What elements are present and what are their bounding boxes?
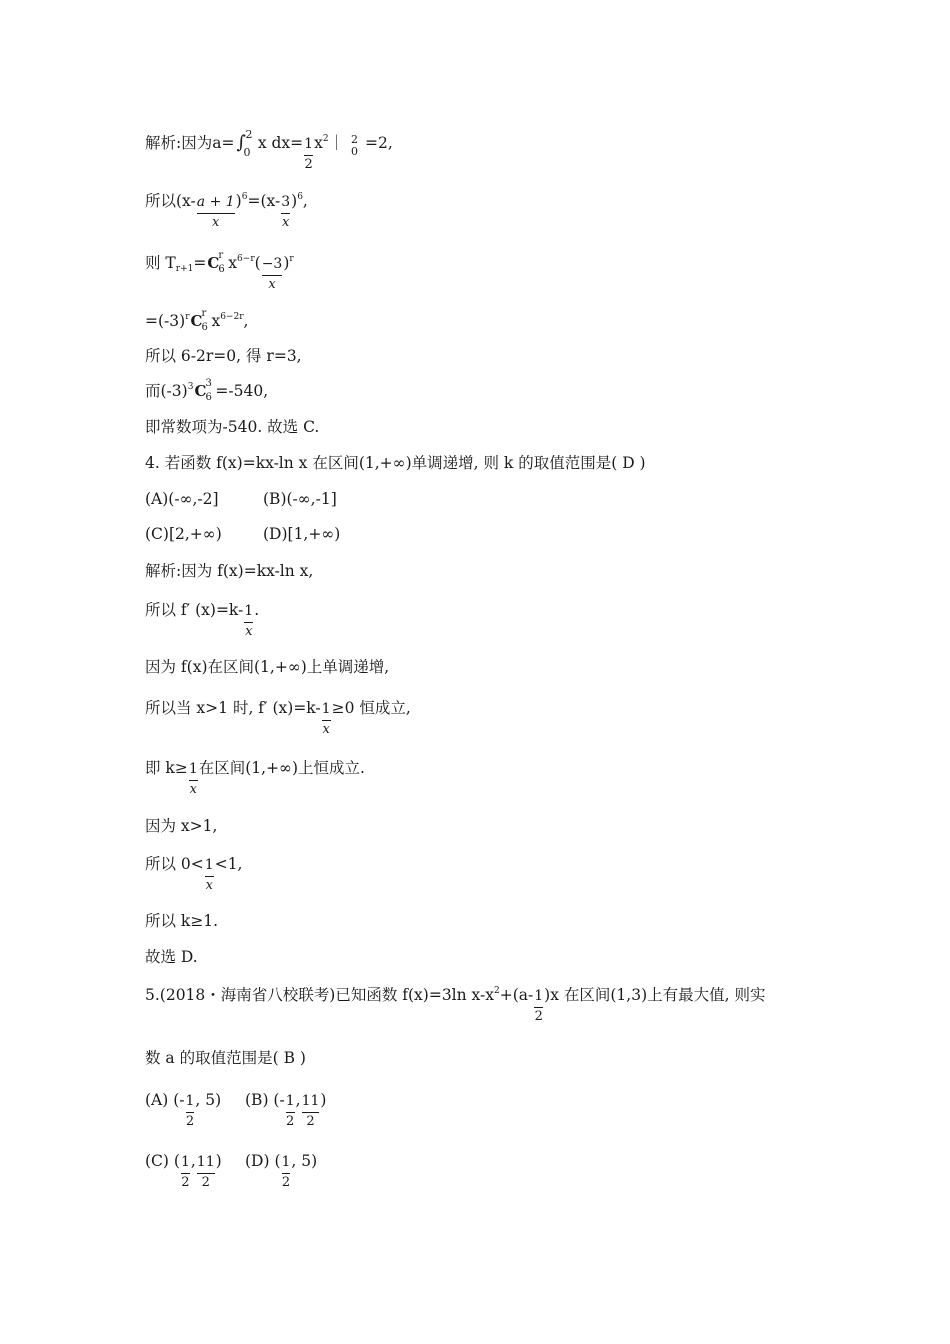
denominator: x (262, 275, 283, 291)
text: , 5) (195, 1091, 222, 1109)
upper-limit: 2 (351, 133, 359, 146)
text: 所以 f′ (x)=k- (145, 601, 244, 619)
numerator: 1 (534, 988, 544, 1004)
fraction (261, 256, 283, 292)
question-4-options-cd (145, 524, 340, 544)
text: (C) ( (145, 1152, 180, 1170)
denominator: 2 (304, 157, 313, 172)
comb-upper: 3 (205, 378, 212, 389)
solution-line: 因为 x>1, (145, 817, 218, 835)
text: 即 k≥ (145, 759, 188, 777)
comb-lower: 6 (218, 264, 225, 275)
solution-line: 因为 f(x)在区间(1,+∞)上单调递增, (145, 658, 390, 676)
exponent: 6−r (237, 254, 255, 264)
combination-symbol: C 3 6 (194, 381, 214, 401)
upper-limit: 2 (245, 128, 253, 141)
text: = (193, 254, 207, 272)
fraction (281, 194, 291, 230)
combination-symbol: C r 6 (191, 311, 211, 331)
comb-upper: r (218, 250, 224, 261)
solution-line (145, 854, 243, 893)
subscript: r+1 (175, 264, 194, 274)
solution-line-integral (145, 128, 393, 172)
denominator: x (281, 215, 290, 230)
numerator: 1 (204, 857, 214, 873)
solution-line: 所以 k≥1. (145, 912, 219, 930)
fraction (534, 988, 544, 1024)
text: , (190, 1152, 196, 1170)
numerator: 1 (188, 761, 198, 777)
exponent: 2 (322, 134, 329, 144)
solution-line (145, 758, 365, 797)
fraction (281, 1154, 291, 1190)
exponent: r (289, 254, 294, 264)
text: (B) (- (245, 1091, 285, 1109)
text: ≥0 恒成立, (331, 699, 411, 717)
question-5-options-cd (145, 1151, 318, 1190)
fraction (196, 1154, 215, 1190)
exponent: 6 (241, 192, 248, 202)
text: x dx= (257, 134, 304, 152)
eval-bar-limits (351, 133, 363, 158)
text: ) (320, 1091, 327, 1109)
text: ) (291, 192, 298, 210)
text: x (228, 254, 238, 272)
text: )x 在区间(1,3)上有最大值, 则实 (544, 986, 766, 1004)
question-4-options-ab (145, 489, 337, 509)
numerator: a + 1 (196, 194, 235, 210)
text: =(x- (247, 192, 281, 210)
text: 所以 0< (145, 855, 204, 873)
question-5-options-ab (145, 1090, 327, 1129)
text: . (254, 601, 260, 619)
denominator: 2 (281, 1175, 291, 1190)
text: x (211, 312, 221, 330)
text: 5.(2018・海南省八校联考)已知函数 f(x)=3ln x-x (145, 986, 494, 1004)
solution-line: 所以 6-2r=0, 得 r=3, (145, 347, 302, 365)
numerator: 1 (281, 1154, 291, 1170)
numerator: 1 (180, 1154, 190, 1170)
solution-line (145, 600, 260, 639)
denominator: x (189, 782, 197, 797)
text: 解析:因为a= (145, 134, 235, 152)
text: ) (235, 192, 242, 210)
solution-line (145, 378, 269, 403)
exponent: 6−2r (220, 312, 244, 322)
question-4: 4. 若函数 f(x)=kx-ln x 在区间(1,+∞)单调递增, 则 k 的取值范围是( D ) (145, 454, 646, 472)
combination-symbol: C r 6 (207, 253, 227, 273)
text: =-540, (215, 382, 269, 400)
denominator: 2 (286, 1114, 295, 1129)
integral-sign: ∫ 2 0 (236, 133, 255, 153)
denominator: 2 (302, 1112, 320, 1128)
text: ( (254, 254, 261, 272)
numerator: 11 (196, 1154, 215, 1170)
text: , (302, 192, 308, 210)
numerator: 1 (185, 1093, 195, 1109)
comb-upper: r (201, 308, 207, 319)
fraction (244, 603, 254, 639)
text: x (314, 134, 323, 152)
text: , (243, 312, 249, 330)
exponent: 6 (297, 192, 303, 202)
question-5 (145, 985, 766, 1024)
option-d (245, 1152, 318, 1190)
fraction (285, 1093, 295, 1129)
solution-line-general-term (145, 250, 294, 292)
text: <1, (214, 855, 243, 873)
text: (A) (- (145, 1091, 185, 1109)
fraction (188, 761, 198, 797)
numerator: 1 (244, 603, 254, 619)
numerator: 11 (301, 1093, 320, 1109)
denominator: 2 (185, 1114, 195, 1129)
fraction (180, 1154, 190, 1190)
exponent: r (185, 312, 190, 322)
numerator: −3 (261, 256, 283, 272)
solution-line-binomial (145, 191, 308, 230)
text: 在区间(1,+∞)上恒成立. (198, 759, 365, 777)
option-b (245, 1091, 327, 1129)
option-a (145, 1090, 245, 1129)
solution-conclusion: 故选 D. (145, 948, 198, 966)
text: ) (283, 254, 290, 272)
text: =(-3) (145, 312, 186, 330)
numerator: 1 (321, 701, 331, 717)
text: ) (215, 1152, 222, 1170)
lower-limit: 0 (243, 146, 251, 159)
comb-lower: 6 (201, 322, 208, 333)
denominator: x (205, 878, 213, 893)
comb-lower: 6 (205, 392, 212, 403)
text: 所以(x- (145, 192, 196, 210)
text: =2, (365, 134, 393, 152)
option-b: (B)(-∞,-1] (263, 490, 337, 508)
exponent: 2 (494, 986, 500, 996)
solution-conclusion: 即常数项为-540. 故选 C. (145, 418, 320, 436)
fraction (304, 136, 314, 172)
option-d: (D)[1,+∞) (263, 525, 341, 543)
denominator: 2 (534, 1009, 543, 1024)
fraction (321, 701, 331, 737)
fraction (301, 1093, 320, 1129)
denominator: x (245, 624, 253, 639)
denominator: x (197, 213, 235, 229)
text: , (295, 1091, 301, 1109)
text: (D) ( (245, 1152, 281, 1170)
numerator: 1 (285, 1093, 295, 1109)
question-5-continued: 数 a 的取值范围是( B ) (145, 1049, 306, 1067)
lower-limit: 0 (351, 145, 359, 158)
numerator: 3 (281, 194, 291, 210)
text: , 5) (291, 1152, 318, 1170)
text: ｜ (328, 134, 350, 152)
denominator: 2 (197, 1173, 215, 1189)
option-c (145, 1151, 245, 1190)
solution-line (145, 698, 411, 737)
numerator: 1 (304, 136, 314, 152)
option-c: (C)[2,+∞) (145, 525, 222, 543)
exponent: 3 (187, 382, 194, 392)
fraction (196, 194, 235, 230)
text: 所以当 x>1 时, f′ (x)=k- (145, 699, 321, 717)
text: +(a- (499, 986, 534, 1004)
solution-line: 解析:因为 f(x)=kx-ln x, (145, 562, 314, 580)
text: 而(-3) (145, 382, 188, 400)
text: 则 T (145, 254, 176, 272)
solution-line-simplified (145, 308, 249, 333)
option-a: (A)(-∞,-2] (145, 490, 219, 508)
fraction (204, 857, 214, 893)
denominator: x (322, 722, 330, 737)
fraction (185, 1093, 195, 1129)
denominator: 2 (181, 1175, 190, 1190)
